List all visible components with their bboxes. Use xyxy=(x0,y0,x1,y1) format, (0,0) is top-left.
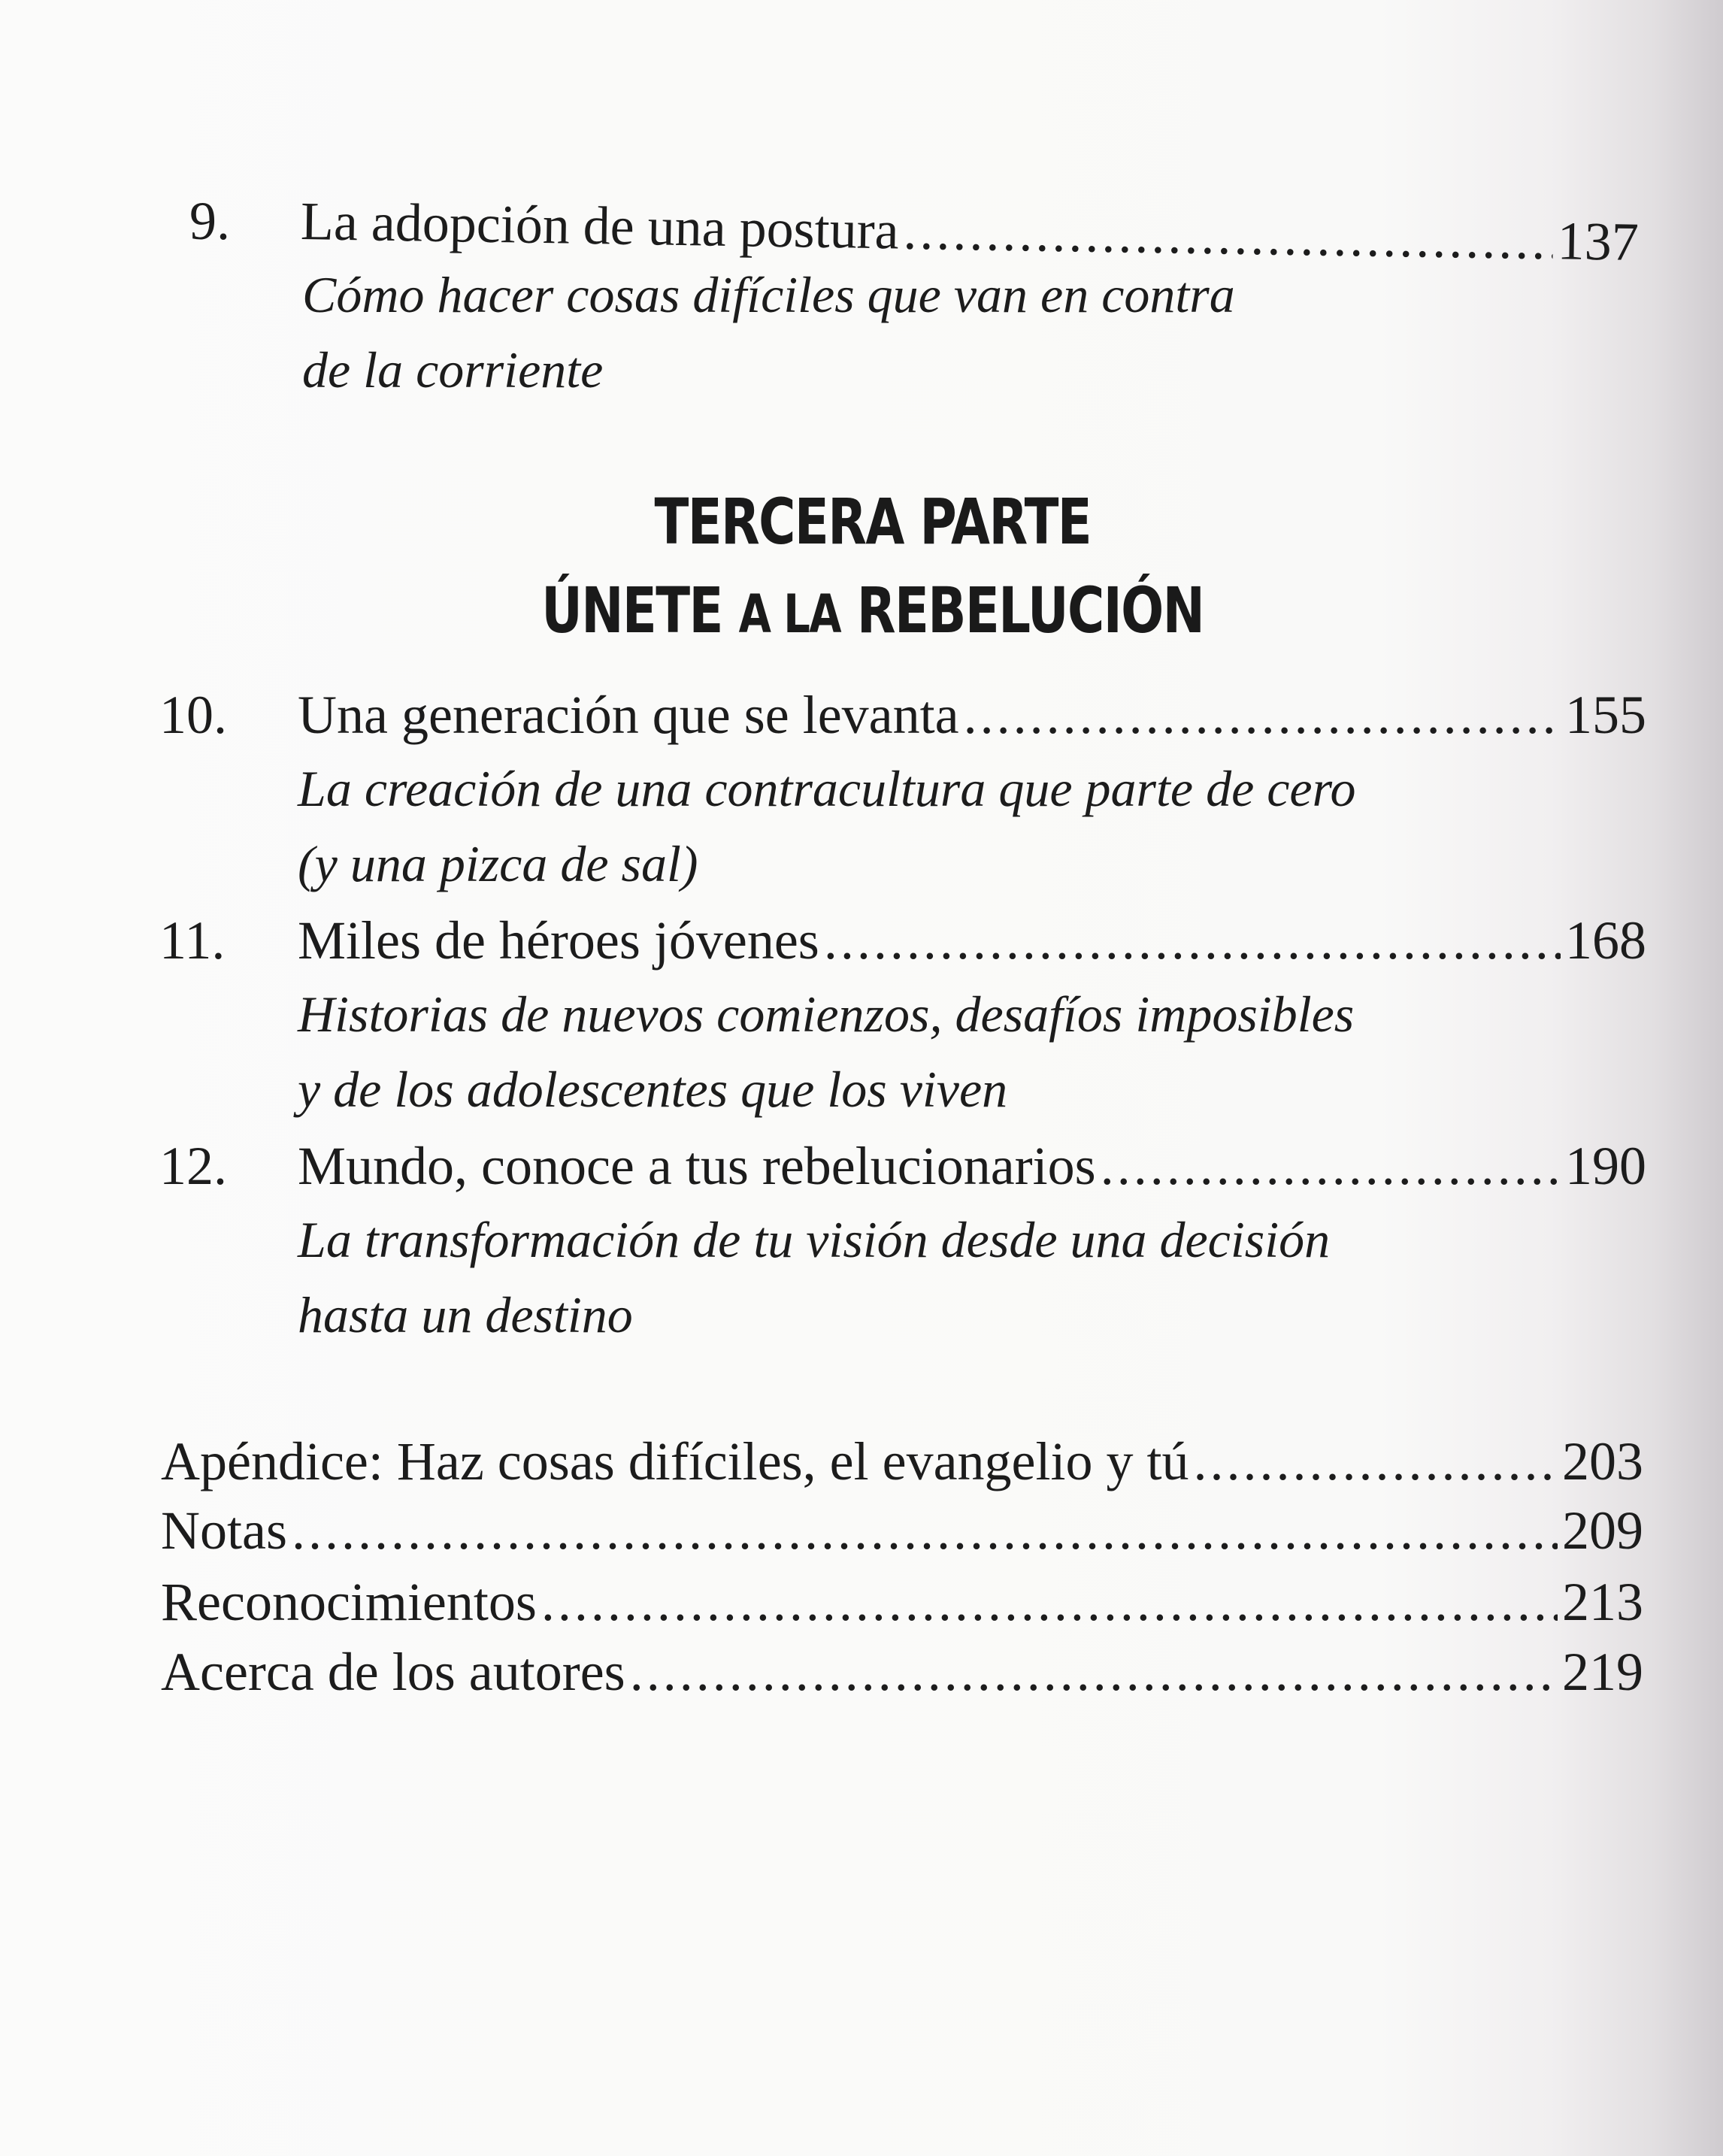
leader-dots xyxy=(964,688,1561,742)
chapter-title: Una generación que se levanta xyxy=(298,685,959,745)
leader-dots xyxy=(1194,1434,1558,1488)
page-number: 190 xyxy=(1565,1136,1646,1196)
chapter-title-line[interactable] xyxy=(300,191,1640,272)
part-heading-word-2: A LA xyxy=(738,583,841,645)
chapter-subtitle-line-1: La transformación de tu visión desde una decisión xyxy=(298,1211,1331,1268)
entry-title: Reconocimientos xyxy=(161,1572,537,1632)
chapter-subtitle-line-1: La creación de una contracultura que parte de cero xyxy=(298,760,1356,817)
part-heading-word-3: REBELUCIÓN xyxy=(856,574,1204,647)
part-heading-line-2 xyxy=(183,574,1562,647)
entry-title: Notas xyxy=(161,1500,287,1561)
chapter-subtitle-line-2: y de los adolescentes que los viven xyxy=(298,1061,1008,1118)
leader-dots xyxy=(541,1575,1558,1629)
leader-dots xyxy=(903,204,1553,268)
part-heading-word-1: ÚNETE xyxy=(541,574,722,647)
toc-entry-appendix[interactable] xyxy=(161,1431,1643,1491)
page-number: 219 xyxy=(1562,1642,1643,1702)
page-number: 213 xyxy=(1562,1572,1643,1632)
chapter-title-line[interactable] xyxy=(298,910,1646,971)
page-number: 168 xyxy=(1565,910,1646,971)
entry-title: Acerca de los autores xyxy=(161,1642,625,1702)
chapter-title: La adopción de una postura xyxy=(300,191,900,261)
part-heading-line-1: TERCERA PARTE xyxy=(654,485,1092,559)
chapter-title-line[interactable] xyxy=(298,685,1646,745)
chapter-subtitle-line-2: (y una pizca de sal) xyxy=(298,835,698,892)
chapter-number: 12. xyxy=(159,1136,227,1196)
toc-entry-acknowledgements[interactable] xyxy=(161,1572,1643,1632)
chapter-subtitle-line-2: hasta un destino xyxy=(298,1286,633,1343)
toc-entry-notes[interactable] xyxy=(161,1500,1643,1561)
page-number: 203 xyxy=(1562,1431,1643,1491)
toc-entry-about-authors[interactable] xyxy=(161,1642,1643,1702)
chapter-subtitle-line-1: Historias de nuevos comienzos, desafíos imposibles xyxy=(298,986,1355,1043)
page-number: 137 xyxy=(1557,210,1640,272)
page-number: 155 xyxy=(1565,685,1646,745)
chapter-subtitle-line-1: Cómo hacer cosas difíciles que van en contra xyxy=(302,266,1235,323)
chapter-number: 10. xyxy=(159,685,227,745)
chapter-number: 9. xyxy=(189,191,230,251)
chapter-title: Miles de héroes jóvenes xyxy=(298,910,819,971)
chapter-title: Mundo, conoce a tus rebelucionarios xyxy=(298,1136,1096,1196)
leader-dots xyxy=(1101,1139,1561,1193)
chapter-subtitle-line-2: de la corriente xyxy=(302,341,604,398)
chapter-title-line[interactable] xyxy=(298,1136,1646,1196)
leader-dots xyxy=(824,913,1561,967)
entry-title: Apéndice: Haz cosas difíciles, el evangelio y tú xyxy=(161,1431,1189,1491)
page-number: 209 xyxy=(1562,1500,1643,1561)
leader-dots xyxy=(292,1503,1558,1558)
leader-dots xyxy=(630,1645,1558,1699)
chapter-number: 11. xyxy=(159,910,226,971)
